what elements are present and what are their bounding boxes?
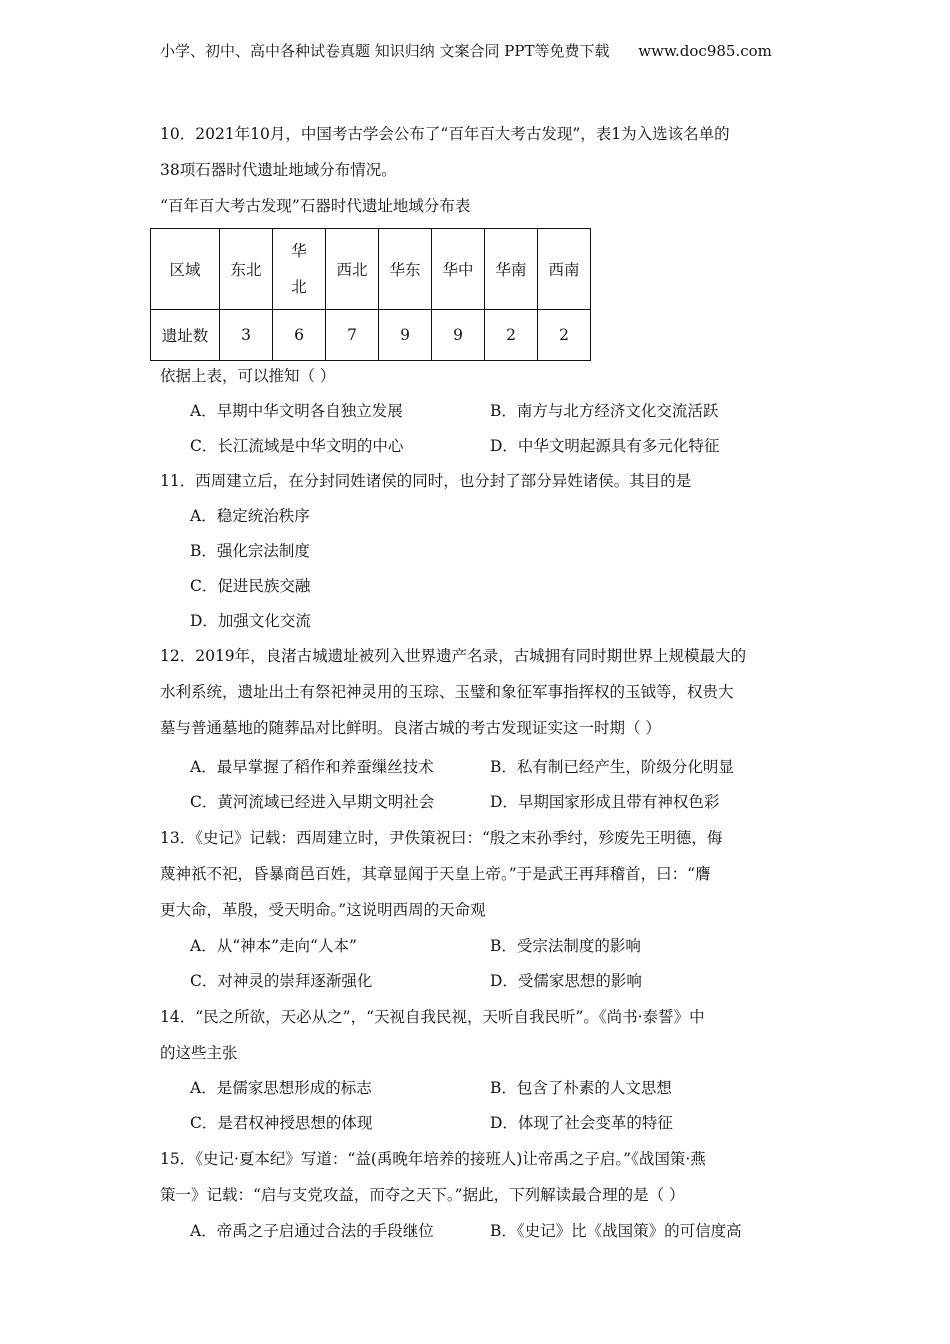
table-value-cell: 9 <box>379 310 432 361</box>
question-14-line-1: 14．“民之所欲，天必从之”，“天视自我民视，天听自我民听”。《尚书·泰誓》中 <box>160 1008 705 1026</box>
q11-option-b[interactable]: B．强化宗法制度 <box>190 542 310 560</box>
q10-option-b[interactable]: B．南方与北方经济文化交流活跃 <box>490 402 719 420</box>
distribution-table <box>150 228 591 361</box>
question-11-line-1: 11．西周建立后，在分封同姓诸侯的同时，也分封了部分异姓诸侯。其目的是 <box>160 472 692 490</box>
question-10-line-1: 10．2021年10月，中国考古学会公布了“百年百大考古发现”，表1为入选该名单的 <box>160 125 730 143</box>
question-14-line-2: 的这些主张 <box>160 1044 238 1062</box>
table-header-cell: 华东 <box>379 229 432 310</box>
question-12-line-1: 12．2019年，良渚古城遗址被列入世界遗产名录，古城拥有同时期世界上规模最大的 <box>160 647 747 665</box>
table-value-cell: 2 <box>485 310 538 361</box>
question-15-line-2: 策一》记载：“启与支党攻益，而夺之天下。”据此，下列解读最合理的是（ ） <box>160 1186 685 1204</box>
table-header-cell: 东北 <box>220 229 273 310</box>
header-url[interactable]: www.doc985.com <box>638 42 772 60</box>
question-12-line-2: 水利系统，遗址出土有祭祀神灵用的玉琮、玉璧和象征军事指挥权的玉钺等，权贵大 <box>160 683 734 701</box>
table-row-label: 遗址数 <box>151 310 220 361</box>
table-header-cell: 华中 <box>432 229 485 310</box>
table-header-char: 北 <box>291 278 307 296</box>
table-header-cell: 华南 <box>485 229 538 310</box>
q12-option-c[interactable]: C．黄河流域已经进入早期文明社会 <box>190 793 435 811</box>
page-header <box>160 40 772 61</box>
question-13-line-1: 13．《史记》记载：西周建立时，尹佚策祝曰：“殷之末孙季纣，殄废先王明德，侮 <box>160 829 723 847</box>
q10-option-c[interactable]: C．长江流域是中华文明的中心 <box>190 437 404 455</box>
q13-option-a[interactable]: A．从“神本”走向“人本” <box>190 937 357 955</box>
table-value-cell: 6 <box>273 310 326 361</box>
q11-option-c[interactable]: C．促进民族交融 <box>190 577 311 595</box>
q11-option-d[interactable]: D．加强文化交流 <box>190 612 311 630</box>
question-10-line-2: 38项石器时代遗址地域分布情况。 <box>160 161 397 179</box>
question-15-line-1: 15．《史记·夏本纪》写道：“益(禹晚年培养的接班人)让帝禹之子启。”《战国策·燕 <box>160 1150 706 1168</box>
table-header-vertical <box>273 233 325 305</box>
q10-option-a[interactable]: A．早期中华文明各自独立发展 <box>190 402 403 420</box>
table-header-char: 华 <box>291 242 307 260</box>
q14-option-c[interactable]: C．是君权神授思想的体现 <box>190 1114 373 1132</box>
table-header-cell: 西南 <box>538 229 591 310</box>
q13-option-d[interactable]: D．受儒家思想的影响 <box>490 972 642 990</box>
q13-option-c[interactable]: C．对神灵的崇拜逐渐强化 <box>190 972 373 990</box>
header-text: 小学、初中、高中各种试卷真题 知识归纳 文案合同 PPT等免费下载 <box>160 42 610 60</box>
table-value-cell: 7 <box>326 310 379 361</box>
table-value-cell: 3 <box>220 310 273 361</box>
q11-option-a[interactable]: A．稳定统治秩序 <box>190 507 310 525</box>
q12-option-a[interactable]: A．最早掌握了稻作和养蚕缫丝技术 <box>190 758 434 776</box>
q12-option-d[interactable]: D．早期国家形成且带有神权色彩 <box>490 793 720 811</box>
q10-option-d[interactable]: D．中华文明起源具有多元化特征 <box>490 437 720 455</box>
question-13-line-2: 蔑神祇不祀，昏暴商邑百姓，其章显闻于天皇上帝。”于是武王再拜稽首，曰：“膺 <box>160 865 711 883</box>
q15-option-b[interactable]: B．《史记》比《战国策》的可信度高 <box>490 1222 742 1240</box>
table-value-cell: 2 <box>538 310 591 361</box>
question-13-line-3: 更大命，革殷，受天明命。”这说明西周的天命观 <box>160 901 486 919</box>
table-title: “百年百大考古发现”石器时代遗址地域分布表 <box>160 197 471 215</box>
question-10-prompt: 依据上表，可以推知（ ） <box>160 367 336 385</box>
table-header-cell: 区域 <box>151 229 220 310</box>
table-header-cell: 西北 <box>326 229 379 310</box>
q14-option-b[interactable]: B．包含了朴素的人文思想 <box>490 1079 672 1097</box>
q15-option-a[interactable]: A．帝禹之子启通过合法的手段继位 <box>190 1222 434 1240</box>
q14-option-a[interactable]: A．是儒家思想形成的标志 <box>190 1079 372 1097</box>
q14-option-d[interactable]: D．体现了社会变革的特征 <box>490 1114 673 1132</box>
question-12-line-3: 墓与普通墓地的随葬品对比鲜明。良渚古城的考古发现证实这一时期（ ） <box>160 719 661 737</box>
q13-option-b[interactable]: B．受宗法制度的影响 <box>490 937 641 955</box>
table-header-cell <box>273 229 326 310</box>
table-value-cell: 9 <box>432 310 485 361</box>
q12-option-b[interactable]: B．私有制已经产生，阶级分化明显 <box>490 758 734 776</box>
